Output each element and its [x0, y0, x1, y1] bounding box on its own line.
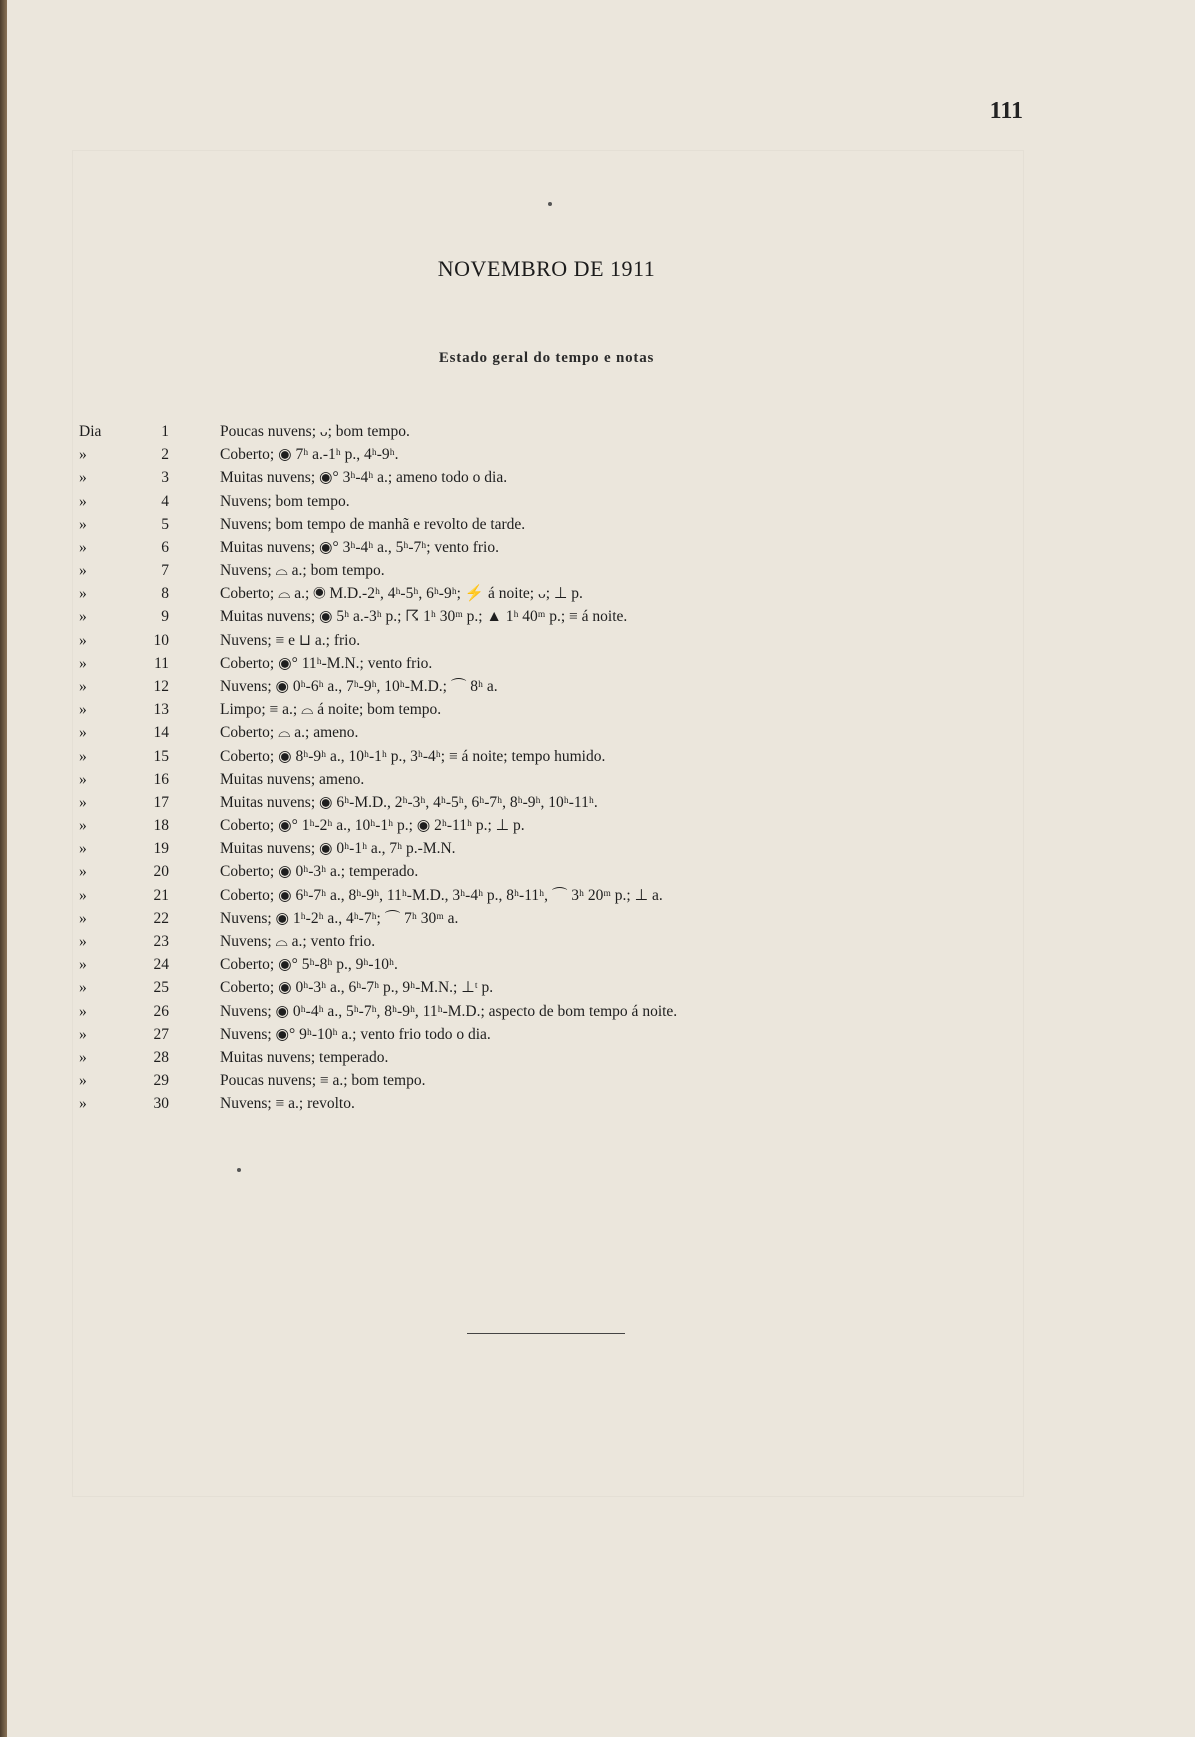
ditto-mark: » — [79, 840, 87, 858]
day-weather-note: Coberto; ◉ 6ʰ-7ʰ a., 8ʰ-9ʰ, 11ʰ-M.D., 3ʰ-4ʰ p., 8ʰ-11ʰ, ⌒ 3ʰ 20ᵐ p.; ⊥ a. — [220, 886, 663, 904]
day-weather-note: Nuvens; ◉ 1ʰ-2ʰ a., 4ʰ-7ʰ; ⌒ 7ʰ 30ᵐ a. — [220, 909, 459, 927]
day-label: Dia — [79, 423, 102, 440]
day-number: 5 — [161, 515, 169, 533]
day-number: 11 — [154, 654, 169, 672]
day-number: 29 — [153, 1072, 169, 1090]
ditto-mark: » — [79, 469, 87, 487]
ditto-mark: » — [79, 956, 87, 974]
day-weather-note: Coberto; ◉ 7ʰ a.-1ʰ p., 4ʰ-9ʰ. — [220, 446, 399, 464]
day-weather-note: Nuvens; ⌓ a.; bom tempo. — [220, 562, 385, 580]
day-number: 30 — [153, 1095, 169, 1113]
day-weather-note: Coberto; ◉ 8ʰ-9ʰ a., 10ʰ-1ʰ p., 3ʰ-4ʰ; ≡ á noite; tempo humido. — [220, 747, 606, 765]
ditto-mark: » — [79, 677, 87, 695]
closing-rule — [467, 1333, 625, 1334]
ditto-mark: » — [79, 701, 87, 719]
ditto-mark: » — [79, 562, 87, 580]
document-page — [7, 0, 1195, 1737]
day-weather-note: Nuvens; ≡ e ⊔ a.; frio. — [220, 631, 361, 649]
day-weather-note: Coberto; ◉° 11ʰ-M.N.; vento frio. — [220, 654, 433, 672]
day-weather-note: Muitas nuvens; ◉ 6ʰ-M.D., 2ʰ-3ʰ, 4ʰ-5ʰ, 6ʰ-7ʰ, 8ʰ-9ʰ, 10ʰ-11ʰ. — [220, 793, 598, 811]
ditto-mark: » — [79, 747, 87, 765]
day-number: 3 — [161, 469, 169, 487]
day-weather-note: Nuvens; ◉° 9ʰ-10ʰ a.; vento frio todo o dia. — [220, 1025, 491, 1043]
book-spine-edge — [0, 0, 7, 1737]
ditto-mark: » — [79, 608, 87, 626]
day-weather-note: Nuvens; ⌓ a.; vento frio. — [220, 932, 376, 950]
ditto-mark: » — [79, 515, 87, 533]
day-weather-note: Coberto; ⌓ a.; ◉ M.D.-2ʰ, 4ʰ-5ʰ, 6ʰ-9ʰ; ⚡ á noite; ᴗ; ⊥ p. — [220, 585, 583, 603]
day-weather-note: Coberto; ◉° 5ʰ-8ʰ p., 9ʰ-10ʰ. — [220, 956, 398, 974]
day-number: 18 — [153, 817, 169, 835]
day-weather-note: Coberto; ◉ 0ʰ-3ʰ a., 6ʰ-7ʰ p., 9ʰ-M.N.; ⊥ᵗ p. — [220, 979, 494, 997]
day-number: 17 — [153, 793, 169, 811]
ditto-mark: » — [79, 538, 87, 556]
page-number: 111 — [989, 98, 1023, 124]
ditto-mark: » — [79, 793, 87, 811]
ditto-mark: » — [79, 817, 87, 835]
day-number: 1 — [161, 423, 169, 440]
day-number: 25 — [153, 979, 169, 997]
day-weather-note: Coberto; ◉° 1ʰ-2ʰ a., 10ʰ-1ʰ p.; ◉ 2ʰ-11ʰ p.; ⊥ p. — [220, 817, 525, 835]
day-number: 26 — [153, 1002, 169, 1020]
day-number: 10 — [153, 631, 169, 649]
ditto-mark: » — [79, 654, 87, 672]
ditto-mark: » — [79, 1025, 87, 1043]
ditto-mark: » — [79, 863, 87, 881]
day-number: 16 — [153, 770, 169, 788]
day-number: 15 — [153, 747, 169, 765]
day-weather-note: Nuvens; bom tempo. — [220, 492, 350, 510]
day-number: 13 — [153, 701, 169, 719]
day-weather-note: Poucas nuvens; ≡ a.; bom tempo. — [220, 1072, 426, 1090]
day-number: 8 — [161, 585, 169, 603]
ditto-mark: » — [79, 1048, 87, 1066]
day-weather-note: Muitas nuvens; ◉° 3ʰ-4ʰ a.; ameno todo o dia. — [220, 469, 508, 487]
ditto-mark: » — [79, 886, 87, 904]
ditto-mark: » — [79, 446, 87, 464]
day-weather-note: Muitas nuvens; ◉° 3ʰ-4ʰ a., 5ʰ-7ʰ; vento frio. — [220, 538, 499, 556]
ditto-mark: » — [79, 979, 87, 997]
day-weather-note: Nuvens; ◉ 0ʰ-6ʰ a., 7ʰ-9ʰ, 10ʰ-M.D.; ⌒ 8ʰ a. — [220, 677, 498, 695]
day-number: 7 — [161, 562, 169, 580]
day-number: 2 — [161, 446, 169, 464]
ditto-mark: » — [79, 909, 87, 927]
day-weather-note: Muitas nuvens; ◉ 0ʰ-1ʰ a., 7ʰ p.-M.N. — [220, 840, 456, 858]
section-subtitle: Estado geral do tempo e notas — [438, 350, 655, 366]
day-weather-note: Nuvens; bom tempo de manhã e revolto de tarde. — [220, 515, 526, 533]
day-weather-note: Muitas nuvens; temperado. — [220, 1048, 389, 1066]
ditto-mark: » — [79, 492, 87, 510]
day-number: 27 — [153, 1025, 169, 1043]
ditto-mark: » — [79, 1002, 87, 1020]
day-number: 24 — [153, 956, 169, 974]
ditto-mark: » — [79, 585, 87, 603]
day-number: 22 — [153, 909, 169, 927]
day-weather-note: Nuvens; ≡ a.; revolto. — [220, 1095, 355, 1113]
day-weather-note: Muitas nuvens; ameno. — [220, 770, 365, 788]
day-weather-note: Limpo; ≡ a.; ⌓ á noite; bom tempo. — [220, 701, 442, 719]
ditto-mark: » — [79, 631, 87, 649]
day-number: 23 — [153, 932, 169, 950]
day-number: 14 — [153, 724, 169, 742]
ditto-mark: » — [79, 932, 87, 950]
ditto-mark: » — [79, 724, 87, 742]
day-number: 19 — [153, 840, 169, 858]
ink-speck — [548, 202, 552, 206]
day-weather-note: Coberto; ◉ 0ʰ-3ʰ a.; temperado. — [220, 863, 419, 881]
day-weather-note: Poucas nuvens; ᴗ; bom tempo. — [220, 423, 410, 440]
day-number: 4 — [161, 492, 169, 510]
day-number: 12 — [153, 677, 169, 695]
day-weather-note: Muitas nuvens; ◉ 5ʰ a.-3ʰ p.; ☈ 1ʰ 30ᵐ p.; ▲ 1ʰ 40ᵐ p.; ≡ á noite. — [220, 608, 628, 626]
day-number: 9 — [161, 608, 169, 626]
ink-speck — [237, 1168, 241, 1172]
day-number: 6 — [161, 538, 169, 556]
day-number: 21 — [153, 886, 169, 904]
ditto-mark: » — [79, 1072, 87, 1090]
day-weather-note: Nuvens; ◉ 0ʰ-4ʰ a., 5ʰ-7ʰ, 8ʰ-9ʰ, 11ʰ-M.D.; aspecto de bom tempo á noite. — [220, 1002, 678, 1020]
ditto-mark: » — [79, 770, 87, 788]
ditto-mark: » — [79, 1095, 87, 1113]
day-weather-note: Coberto; ⌓ a.; ameno. — [220, 724, 359, 742]
day-number: 20 — [153, 863, 169, 881]
page-title: NOVEMBRO DE 1911 — [437, 256, 656, 281]
day-number: 28 — [153, 1048, 169, 1066]
